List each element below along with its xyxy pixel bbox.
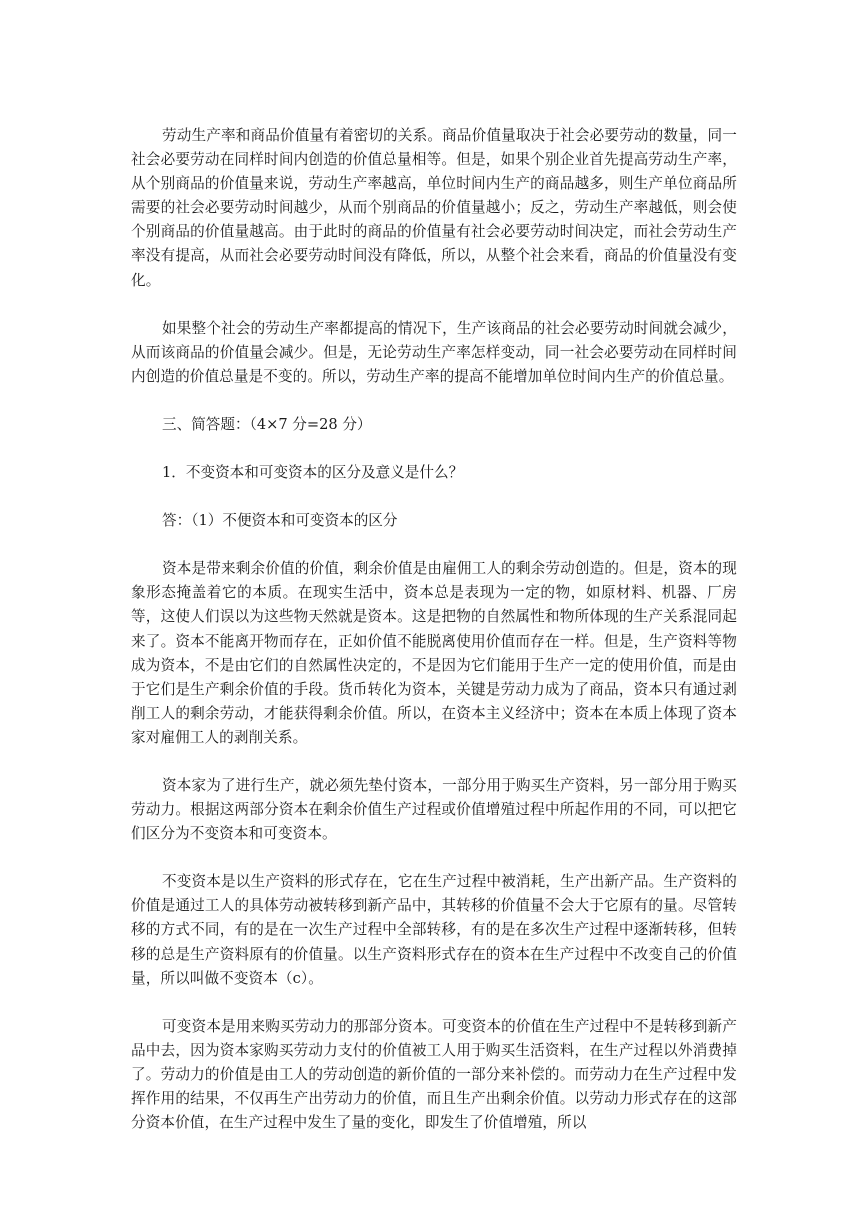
paragraph-gap <box>131 293 737 317</box>
paragraph-productivity-value: 劳动生产率和商品价值量有着密切的关系。商品价值量取决于社会必要劳动的数量，同一社会必要劳动在同样时间内创造的价值总量相等。但是，如果个别企业首先提高劳动生产率，从个别商品的价值量来说，劳动生产率越高，单位时间内生产的商品越多，则生产单位商品所需要的社会必要劳动时间越少，从而个别商品的价值量越小；反之，劳动生产率越低，则会使个别商品的价值量越高。由于此时的商品的价值量有社会必要劳动时间决定，而社会劳动生产率没有提高，从而社会必要劳动时间没有降低，所以，从整个社会来看，商品的价值量没有变化。 <box>131 127 737 289</box>
paragraph-social-productivity: 如果整个社会的劳动生产率都提高的情况下，生产该商品的社会必要劳动时间就会减少，从而该商品的价值量会减少。但是，无论劳动生产率怎样变动，同一社会必要劳动在同样时间内创造的价值总量是不变的。所以，劳动生产率的提高不能增加单位时间内生产的价值总量。 <box>131 319 737 385</box>
paragraph-gap <box>131 389 737 413</box>
paragraph-variable-capital: 可变资本是用来购买劳动力的那部分资本。可变资本的价值在生产过程中不是转移到新产品中去，因为资本家购买劳动力支付的价值被工人用于购买生活资料，在生产过程以外消费掉了。劳动力的价值是由工人的劳动创造的新价值的一部分来补偿的。而劳动力在生产过程中发挥作用的结果，不仅再生产出劳动力的价值，而且生产出剩余价值。以劳动力形式存在的这部分资本价值，在生产过程中发生了量的变化，即发生了价值增殖，所以 <box>131 1017 737 1132</box>
paragraph-gap <box>131 485 737 509</box>
paragraph-constant-capital: 不变资本是以生产资料的形式存在，它在生产过程中被消耗，生产出新产品。生产资料的价值是通过工人的具体劳动被转移到新产品中，其转移的价值量不会大于它原有的量。尽管转移的方式不同，有的是在一次生产过程中全部转移，有的是在多次生产过程中逐渐转移，但转移的总是生产资料原有的价值量。以生产资料形式存在的资本在生产过程中不改变自己的价值量，所以叫做不变资本（c）。 <box>131 873 737 987</box>
paragraph-gap <box>131 437 737 461</box>
paragraph-capital-nature: 资本是带来剩余价值的价值，剩余价值是由雇佣工人的剩余劳动创造的。但是，资本的现象形态掩盖着它的本质。在现实生活中，资本总是表现为一定的物，如原材料、机器、厂房等，这使人们误以为这些物天然就是资本。这是把物的自然属性和物所体现的生产关系混同起来了。资本不能离开物而存在，正如价值不能脱离使用价值而存在一样。但是，生产资料等物成为资本，不是由它们的自然属性决定的，不是因为它们能用于生产一定的使用价值，而是由于它们是生产剩余价值的手段。货币转化为资本，关键是劳动力成为了商品，资本只有通过剥削工人的剩余劳动，才能获得剩余价值。所以，在资本主义经济中；资本在本质上体现了资本家对雇佣工人的剥削关系。 <box>131 560 737 746</box>
paragraph-gap <box>131 991 737 1015</box>
paragraph-gap <box>131 533 737 557</box>
paragraph-capital-division: 资本家为了进行生产，就必须先垫付资本，一部分用于购买生产资料，另一部分用于购买劳动力。根据这两部分资本在剩余价值生产过程或价值增殖过程中所起作用的不同，可以把它们区分为不变资本和可变资本。 <box>131 776 737 843</box>
answer-subheading: 答：（1）不便资本和可变资本的区分 <box>162 512 398 530</box>
document-body <box>131 124 737 1135</box>
question-1: 1．不变资本和可变资本的区分及意义是什么？ <box>162 464 464 482</box>
paragraph-gap <box>131 846 737 870</box>
paragraph-gap <box>131 750 737 774</box>
section-heading-short-answer: 三、简答题：（4×7 分=28 分） <box>162 415 372 433</box>
